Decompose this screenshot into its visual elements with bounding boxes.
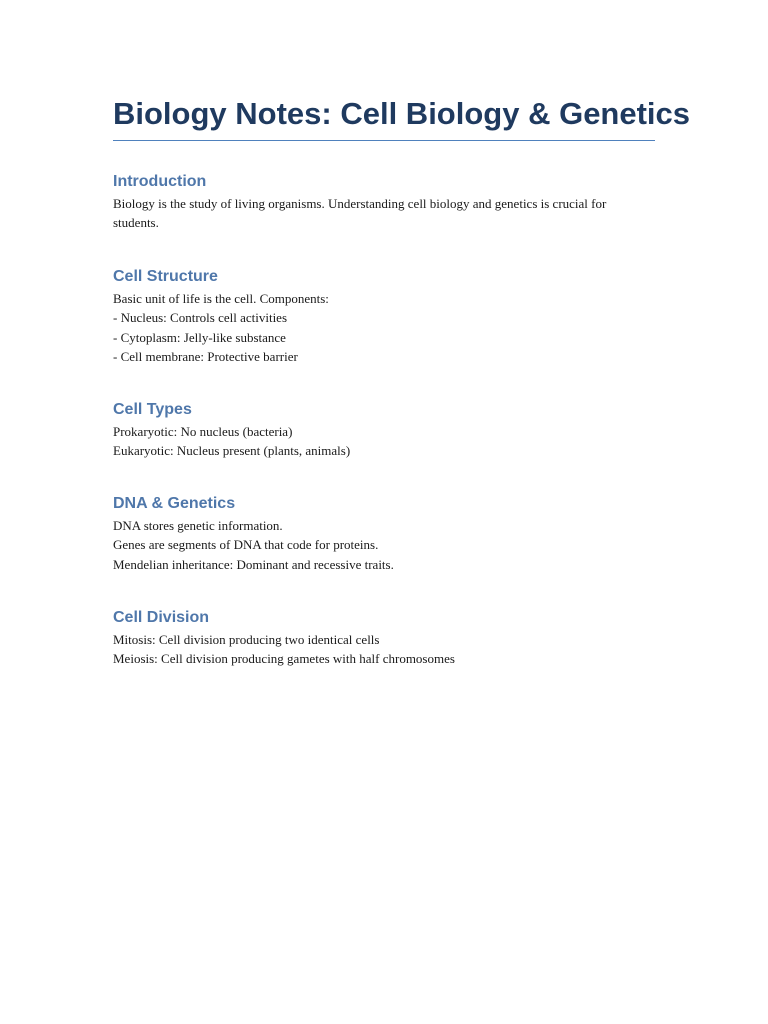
section-heading: Cell Structure (113, 268, 218, 285)
section-heading: Cell Division (113, 609, 210, 626)
section-paragraph: Biology is the study of living organisms. Understanding cell biology and genetics is crucial for students. (113, 196, 607, 231)
section-heading: Introduction (113, 173, 207, 190)
section-body (113, 630, 655, 669)
section-cell-types (113, 399, 655, 461)
section-line: - Cytoplasm: Jelly-like substance (113, 329, 286, 345)
section-introduction (113, 171, 655, 233)
section-line: Meiosis: Cell division producing gametes with half chromosomes (113, 651, 455, 667)
section-line: Genes are segments of DNA that code for proteins. (113, 537, 379, 553)
section-line: Eukaryotic: Nucleus present (plants, animals) (113, 443, 351, 459)
document-title: Biology Notes: Cell Biology & Genetics (113, 94, 655, 141)
section-line: DNA stores genetic information. (113, 518, 283, 533)
section-heading: Cell Types (113, 401, 192, 418)
section-body (113, 194, 655, 233)
section-line: Mitosis: Cell division producing two identical cells (113, 632, 380, 647)
section-cell-structure (113, 266, 655, 366)
section-line: Basic unit of life is the cell. Components: (113, 291, 329, 306)
section-line: - Nucleus: Controls cell activities (113, 310, 288, 326)
section-dna-genetics (113, 493, 655, 574)
section-body (113, 516, 655, 574)
section-line: Prokaryotic: No nucleus (bacteria) (113, 424, 293, 439)
section-line: Mendelian inheritance: Dominant and recessive traits. (113, 556, 394, 572)
document-page (113, 94, 691, 667)
section-body (113, 289, 655, 366)
section-body (113, 422, 655, 461)
section-line: - Cell membrane: Protective barrier (113, 348, 298, 364)
section-cell-division (113, 607, 655, 669)
section-heading: DNA & Genetics (113, 495, 236, 512)
